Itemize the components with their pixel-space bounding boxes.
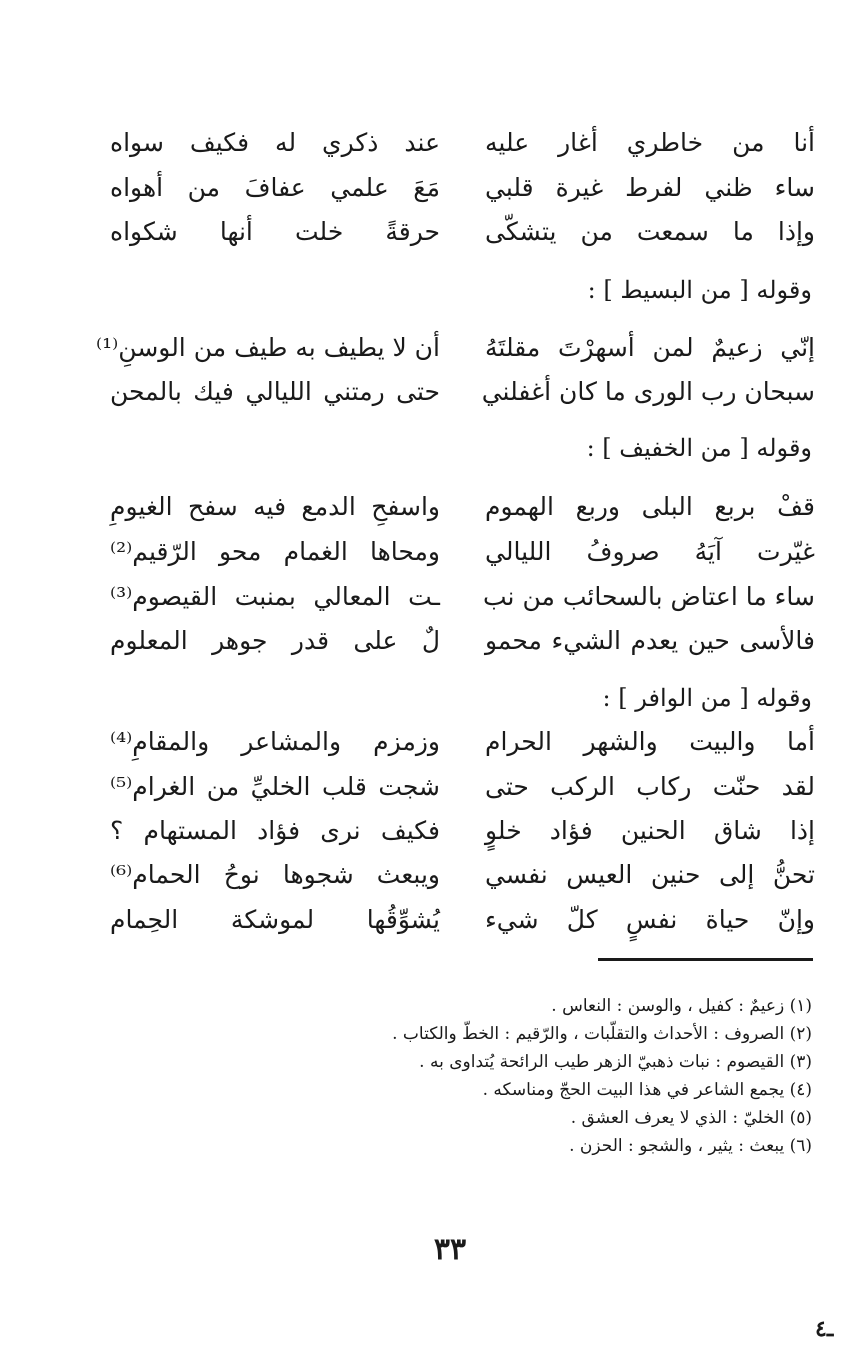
- verse-second-hemistich: ويبعث شجوها نوحُ الحمام⁽⁶⁾: [110, 860, 440, 889]
- verse-first-hemistich: إذا شاق الحنين فؤاد خلوٍ: [485, 816, 815, 845]
- verse-line: [105, 166, 815, 210]
- verse-line: [95, 326, 815, 370]
- footnote: (٢) الصروف : الأحداث والتقلّبات ، والرّقيم : الخطّ والكتاب .: [392, 1024, 812, 1044]
- verse-second-hemistich: مَعَ علمي عفافَ من أهواه: [110, 173, 440, 202]
- footnote-separator: [598, 958, 813, 961]
- footnote: (٦) يبعث : يثير ، والشجو : الحزن .: [569, 1136, 812, 1156]
- verse-first-hemistich: تحنُّ إلى حنين العيس نفسي: [485, 860, 815, 889]
- verse-second-hemistich: حتى رمتني الليالي فيك بالمحن: [110, 377, 440, 406]
- verse-second-hemistich: عند ذكري له فكيف سواه: [110, 128, 440, 157]
- verse-line: [105, 121, 815, 165]
- verse-line: [105, 720, 815, 764]
- verse-second-hemistich: حرقةً خلت أنها شكواه: [110, 217, 440, 246]
- verse-second-hemistich: يُشوِّقُها لموشكة الحِمام: [110, 905, 440, 934]
- page-number: ٣٣: [433, 1232, 467, 1267]
- verse-line: [105, 765, 815, 809]
- verse-line: [105, 210, 815, 254]
- footnote: (٤) يجمع الشاعر في هذا البيت الحجّ ومناسكه .: [482, 1080, 812, 1100]
- verse-first-hemistich: لقد حنّت ركاب الركب حتى: [485, 772, 815, 801]
- verse-second-hemistich: ومحاها الغمام محو الرّقيم⁽²⁾: [110, 537, 440, 566]
- verse-first-hemistich: ساء ظني لفرط غيرة قلبي: [485, 173, 815, 202]
- verse-first-hemistich: فالأسى حين يعدم الشيء محمو: [485, 626, 815, 655]
- verse-second-hemistich: واسفحِ الدمع فيه سفح الغيومِ: [110, 492, 440, 521]
- verse-first-hemistich: إنّي زعيمٌ لمن أسهرْتَ مقلتَهُ: [485, 333, 815, 362]
- footnotes: [112, 992, 812, 1160]
- verse-second-hemistich: أن لا يطيف به طيف من الوسنِ⁽¹⁾: [95, 333, 440, 362]
- verse-first-hemistich: سبحان رب الورى ما كان أغفلني: [481, 377, 815, 406]
- verse-second-hemistich: لٌ على قدر جوهر المعلوم: [110, 626, 440, 655]
- verse-first-hemistich: ساء ما اعتاض بالسحائب من نب: [483, 582, 815, 611]
- verse-line: [105, 530, 815, 574]
- verse-first-hemistich: وإذا ما سمعت من يتشكّى: [485, 217, 815, 246]
- verse-second-hemistich: وزمزم والمشاعر والمقامِ⁽⁴⁾: [110, 727, 440, 756]
- verse-second-hemistich: ـت المعالي بمنبت القيصوم⁽³⁾: [110, 582, 440, 611]
- verse-line: [105, 575, 815, 619]
- verse-line: [105, 485, 815, 529]
- verse-first-hemistich: أما والبيت والشهر الحرام: [485, 727, 815, 756]
- meter-heading: وقوله [ من البسيط ] :: [587, 276, 812, 304]
- verse-line: [105, 370, 815, 414]
- verse-line: [105, 809, 815, 853]
- verse-line: [105, 898, 815, 942]
- verse-line: [105, 853, 815, 897]
- verse-first-hemistich: غيّرت آيَهُ صروفُ الليالي: [485, 537, 815, 566]
- verse-first-hemistich: قفْ بربع البلى وربع الهموم: [485, 492, 815, 521]
- verse-second-hemistich: فكيف نرى فؤاد المستهام ؟: [110, 816, 440, 845]
- meter-heading: وقوله [ من الوافر ] :: [602, 684, 812, 712]
- verse-line: [105, 619, 815, 663]
- footnote: (٣) القيصوم : نبات ذهبيّ الزهر طيب الرائحة يُتداوى به .: [419, 1052, 812, 1072]
- verse-first-hemistich: أنا من خاطري أغار عليه: [485, 128, 815, 157]
- footnote: (٥) الخليّ : الذي لا يعرف العشق .: [570, 1108, 812, 1128]
- verse-first-hemistich: وإنّ حياة نفسٍ كلّ شيء: [485, 905, 815, 934]
- verse-second-hemistich: شجت قلب الخليِّ من الغرام⁽⁵⁾: [110, 772, 440, 801]
- meter-heading: وقوله [ من الخفيف ] :: [586, 434, 812, 462]
- footnote: (١) زعيمٌ : كفيل ، والوسن : النعاس .: [551, 996, 812, 1016]
- signature-mark: ـ٤: [815, 1316, 834, 1342]
